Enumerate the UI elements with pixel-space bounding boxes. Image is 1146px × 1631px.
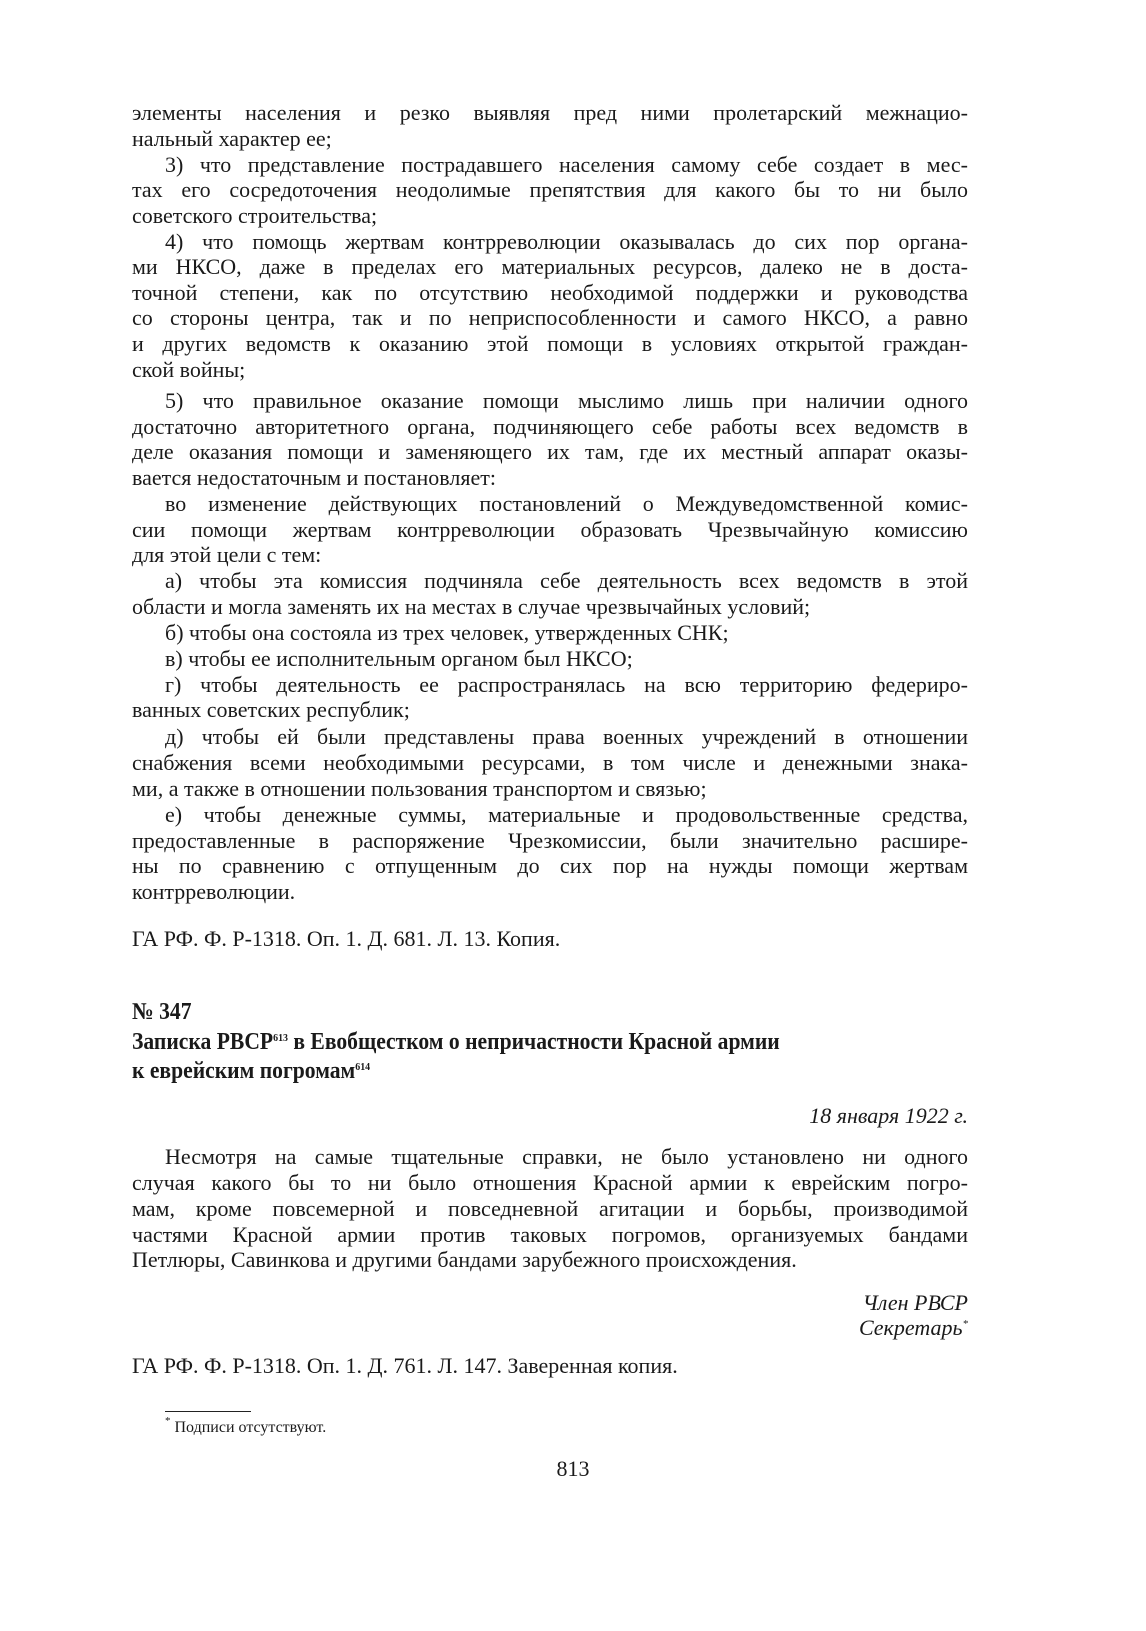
text-line: вается недостаточным и постановляет: [132,465,496,490]
text-line: нальный характер ее; [132,126,332,151]
text-line: деле оказания помощи и заменяющего их там, где их местный аппарат оказы- [132,439,968,464]
page-number: 813 [556,1456,590,1481]
text-line: а) чтобы эта комиссия подчиняла себе деятельность всех ведомств в этой [165,568,968,593]
text-line: в) чтобы ее исполнительным органом был НКСО; [165,646,633,671]
text-line: для этой цели с тем: [132,542,322,567]
text-line: советского строительства; [132,203,378,228]
text-line: частями Красной армии против таковых погромов, организуемых бандами [132,1222,968,1247]
text-line: снабжения всеми необходимыми ресурсами, в том числе и денежными знака- [132,750,968,775]
text-line: точной степени, как по отсутствию необходимой поддержки и руководства [132,280,968,305]
text-line: сии помощи жертвам контрреволюции образовать Чрезвычайную комиссию [132,517,968,542]
text-line: Петлюры, Савинкова и другими бандами зарубежного происхождения. [132,1247,797,1272]
text-line: случая какого бы то ни было отношения Красной армии к еврейским погро- [132,1170,968,1195]
text-line: 4) что помощь жертвам контрреволюции оказывалась до сих пор органа- [165,229,968,254]
footnote-mark: * [165,1415,171,1427]
text-line: тах его сосредоточения неодолимые препятствия для какого бы то ни было [132,177,968,202]
document-number: № 347 [132,999,192,1025]
text-line: ми, а также в отношении пользования транспортом и связью; [132,776,707,801]
text-line: 5) что правильное оказание помощи мыслимо лишь при наличии одного [165,388,968,413]
text-line: 3) что представление пострадавшего населения самому себе создает в мес- [165,152,968,177]
text-line: ми НКСО, даже в пределах его материальных ресурсов, далеко не в доста- [132,254,968,279]
text-line: д) чтобы ей были представлены права военных учреждений в отношении [165,724,968,749]
signature-role [132,1315,968,1341]
text-line: б) чтобы она состояла из трех человек, утвержденных СНК; [165,620,729,645]
text-line: ванных советских республик; [132,697,410,722]
text-line: ны по сравнению с отпущенным до сих пор на нужды помощи жертвам [132,853,968,878]
title-text: Записка РВСР [132,1029,274,1055]
archive-source: ГА РФ. Ф. Р-1318. Оп. 1. Д. 681. Л. 13. Копия. [132,926,561,951]
text-line: е) чтобы денежные суммы, материальные и продовольственные средства, [165,802,968,827]
footnote-ref: * [962,1318,968,1330]
text-line: во изменение действующих постановлений о Междуведомственной комис- [165,491,968,516]
footnote [165,1415,327,1437]
text-line: г) чтобы деятельность ее распространялась на всю территорию федериро- [165,672,968,697]
title-text: в Евобщестком о непричастности Красной армии [287,1029,780,1055]
text-line: достаточно авторитетного органа, подчиняющего себе работы всех ведомств в [132,414,968,439]
footnote-ref: 613 [273,1032,288,1044]
footnote-divider [165,1411,251,1412]
footnote-ref: 614 [355,1061,371,1073]
document-title [132,1029,969,1055]
text-line: контрреволюции. [132,879,296,904]
text-line: предоставленные в распоряжение Чрезкомиссии, были значительно расшире- [132,828,968,853]
text-line: ской войны; [132,357,246,382]
document-date: 18 января 1922 г. [809,1103,968,1128]
text-line: мам, кроме повсемерной и повседневной агитации и борьбы, производимой [132,1196,968,1221]
text-line: со стороны центра, так и по неприспособленности и самого НКСО, а равно [132,305,968,330]
signature-text: Секретарь [858,1315,963,1340]
archive-source: ГА РФ. Ф. Р-1318. Оп. 1. Д. 761. Л. 147. Заверенная копия. [132,1353,678,1378]
signature-role: Член РВСР [862,1290,968,1315]
title-text: к еврейским погромам [132,1058,356,1084]
text-line: и других ведомств к оказанию этой помощи в условиях открытой граждан- [132,331,968,356]
document-title [132,1058,884,1084]
footnote-text: Подписи отсутствуют. [170,1419,327,1436]
text-line: Несмотря на самые тщательные справки, не было установлено ни одного [165,1144,968,1169]
text-line: области и могла заменять их на местах в случае чрезвычайных условий; [132,594,811,619]
text-line: элементы населения и резко выявляя пред ними пролетарский межнацио- [132,100,968,125]
